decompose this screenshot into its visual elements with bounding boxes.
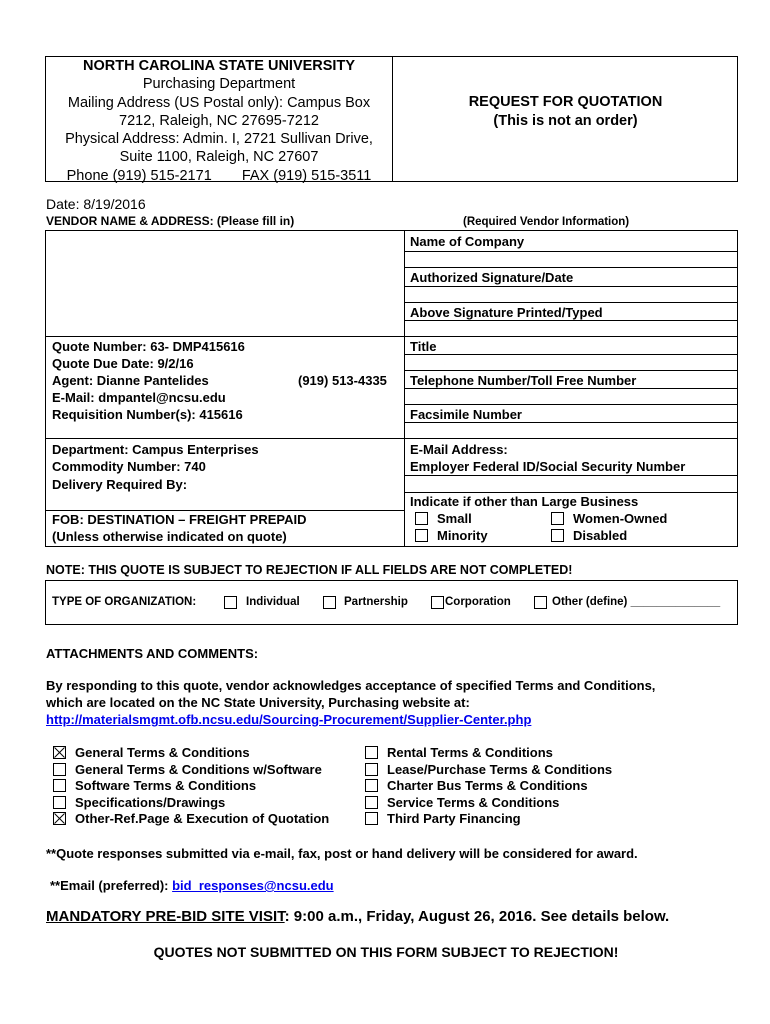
left-term-row — [53, 794, 373, 811]
signature-field[interactable] — [405, 287, 737, 302]
rfq-subtitle: (This is not an order) — [493, 113, 638, 129]
footer-warning: QUOTES NOT SUBMITTED ON THIS FORM SUBJECT TO REJECTION! — [153, 944, 619, 960]
organization-type-label: TYPE OF ORGANIZATION: — [52, 596, 197, 608]
employer-id-label: Employer Federal ID/Social Security Number — [410, 459, 686, 474]
checkmark-x-icon — [54, 813, 65, 824]
right-term-checkbox[interactable] — [365, 812, 378, 825]
small-business-checkbox[interactable] — [415, 512, 428, 525]
telephone-label: Telephone Number/Toll Free Number — [410, 373, 637, 388]
left-term-row — [53, 744, 373, 761]
left-term-checkbox[interactable] — [53, 763, 66, 776]
attachments-title: ATTACHMENTS AND COMMENTS: — [46, 646, 259, 661]
left-term-row — [53, 810, 373, 827]
agent-name: Agent: Dianne Pantelides — [52, 373, 209, 388]
right-term-checkbox[interactable] — [365, 746, 378, 759]
department-name: Department: Campus Enterprises — [52, 442, 259, 457]
agent-email: E-Mail: dmpantel@ncsu.edu — [52, 390, 226, 405]
mandatory-visit-label: MANDATORY PRE-BID SITE VISIT — [46, 908, 285, 925]
required-vendor-info: (Required Vendor Information) — [463, 216, 630, 228]
title-field[interactable] — [405, 355, 737, 370]
facsimile-label: Facsimile Number — [410, 407, 522, 422]
individual-checkbox[interactable] — [224, 596, 237, 609]
telephone-field[interactable] — [405, 389, 737, 404]
email-preferred-line — [50, 877, 334, 894]
left-term-row — [53, 761, 373, 778]
title-label: Title — [410, 339, 437, 354]
left-term-label: General Terms & Conditions — [75, 745, 250, 760]
commodity-number: Commodity Number: 740 — [52, 459, 206, 474]
quote-due-date: Quote Due Date: 9/2/16 — [52, 356, 194, 371]
terms-paragraph-2: which are located on the NC State University, Purchasing website at: — [46, 695, 470, 710]
right-rule-13 — [404, 475, 738, 476]
right-term-row — [365, 810, 685, 827]
mandatory-visit-line — [46, 908, 669, 925]
responses-note: **Quote responses submitted via e-mail, fax, post or hand delivery will be considered for award. — [46, 846, 638, 861]
other-org-label: Other (define) ______________ — [552, 596, 721, 608]
left-term-label: Software Terms & Conditions — [75, 778, 257, 794]
left-terms-list — [53, 744, 373, 827]
agent-phone: (919) 513-4335 — [298, 373, 387, 388]
left-term-label: Specifications/Drawings — [75, 794, 226, 810]
phone-fax-line — [46, 167, 392, 185]
signature-label: Authorized Signature/Date — [410, 270, 574, 285]
physical-address-2: Suite 1100, Raleigh, NC 27607 — [119, 149, 319, 166]
left-term-label: Other-Ref.Page & Execution of Quotation — [75, 811, 330, 827]
other-org-checkbox[interactable] — [534, 596, 547, 609]
left-term-checkbox[interactable] — [53, 796, 66, 809]
corporation-label: Corporation — [445, 596, 511, 608]
right-rule-8 — [404, 370, 738, 371]
left-term-label: General Terms & Conditions w/Software — [75, 761, 322, 777]
phone-number: Phone (919) 515-2171 — [66, 167, 212, 184]
left-term-checkbox[interactable] — [53, 812, 66, 825]
fob-terms: FOB: DESTINATION – FREIGHT PREPAID — [52, 512, 307, 527]
right-rule-6 — [404, 336, 738, 337]
minority-checkbox[interactable] — [415, 529, 428, 542]
rejection-note: NOTE: THIS QUOTE IS SUBJECT TO REJECTION IF ALL FIELDS ARE NOT COMPLETED! — [46, 563, 573, 577]
header-address-block — [46, 57, 392, 185]
right-term-row — [365, 794, 685, 811]
right-term-row — [365, 761, 685, 778]
right-rule-4 — [404, 302, 738, 303]
left-term-checkbox[interactable] — [53, 779, 66, 792]
left-term-row — [53, 777, 373, 794]
partnership-checkbox[interactable] — [323, 596, 336, 609]
minority-label: Minority — [437, 528, 488, 543]
vendor-name-address-field[interactable] — [46, 231, 403, 335]
right-rule-10 — [404, 404, 738, 405]
terms-paragraph-1: By responding to this quote, vendor acknowledges acceptance of specified Terms and Conditions, — [46, 678, 656, 693]
business-type-note: Indicate if other than Large Business — [410, 494, 639, 509]
fob-note: (Unless otherwise indicated on quote) — [52, 529, 287, 544]
fax-number: FAX (919) 515-3511 — [241, 167, 372, 184]
right-term-row — [365, 777, 685, 794]
right-rule-12 — [404, 438, 738, 439]
requisition-number: Requisition Number(s): 415616 — [52, 407, 243, 422]
right-term-checkbox[interactable] — [365, 796, 378, 809]
rfq-title: REQUEST FOR QUOTATION — [468, 94, 663, 110]
printed-name-label: Above Signature Printed/Typed — [410, 305, 603, 320]
mailing-address-1: Mailing Address (US Postal only): Campus Box — [67, 94, 371, 111]
right-terms-list — [365, 744, 685, 827]
right-term-label: Charter Bus Terms & Conditions — [387, 778, 588, 794]
right-term-label: Lease/Purchase Terms & Conditions — [387, 761, 613, 777]
checkmark-x-icon — [54, 747, 65, 758]
right-term-checkbox[interactable] — [365, 763, 378, 776]
rfq-title-block — [393, 93, 738, 131]
women-owned-checkbox[interactable] — [551, 512, 564, 525]
company-name-label: Name of Company — [410, 234, 525, 249]
delivery-required: Delivery Required By: — [52, 477, 188, 492]
left-term-checkbox[interactable] — [53, 746, 66, 759]
email-address-label: E-Mail Address: — [410, 442, 508, 457]
facsimile-field[interactable] — [405, 423, 737, 438]
left-rule-1 — [45, 336, 404, 337]
partnership-label: Partnership — [344, 596, 408, 608]
right-term-label: Service Terms & Conditions — [387, 794, 560, 810]
email-preferred-label: **Email (preferred): — [50, 878, 169, 893]
disabled-checkbox[interactable] — [551, 529, 564, 542]
vendor-label: VENDOR NAME & ADDRESS: (Please fill in) — [46, 214, 295, 228]
small-business-label: Small — [437, 511, 472, 526]
women-owned-label: Women-Owned — [573, 511, 668, 526]
mandatory-visit-detail: : 9:00 a.m., Friday, August 26, 2016. See details below. — [284, 908, 670, 925]
printed-name-field[interactable] — [405, 321, 737, 336]
terms-url-link[interactable]: http://materialsmgmt.ofb.ncsu.edu/Sourcing-Procurement/Supplier-Center.php — [46, 712, 532, 727]
left-rule-2 — [45, 438, 404, 439]
disabled-label: Disabled — [573, 528, 628, 543]
mailing-address-2: 7212, Raleigh, NC 27695-7212 — [119, 112, 319, 129]
individual-label: Individual — [246, 596, 300, 608]
corporation-checkbox[interactable] — [431, 596, 444, 609]
right-term-label: Third Party Financing — [387, 811, 521, 827]
right-term-label: Rental Terms & Conditions — [387, 745, 553, 760]
right-term-checkbox[interactable] — [365, 779, 378, 792]
right-rule-2 — [404, 267, 738, 268]
date-line: Date: 8/19/2016 — [46, 196, 146, 212]
university-name: NORTH CAROLINA STATE UNIVERSITY — [82, 58, 355, 74]
purchasing-department: Purchasing Department — [142, 76, 296, 93]
physical-address-1: Physical Address: Admin. I, 2721 Sullivan Drive, — [65, 131, 373, 148]
right-term-row — [365, 744, 685, 761]
quote-number: Quote Number: 63- DMP415616 — [52, 339, 245, 354]
company-name-field[interactable] — [405, 252, 737, 267]
email-preferred-link[interactable]: bid_responses@ncsu.edu — [172, 878, 334, 893]
